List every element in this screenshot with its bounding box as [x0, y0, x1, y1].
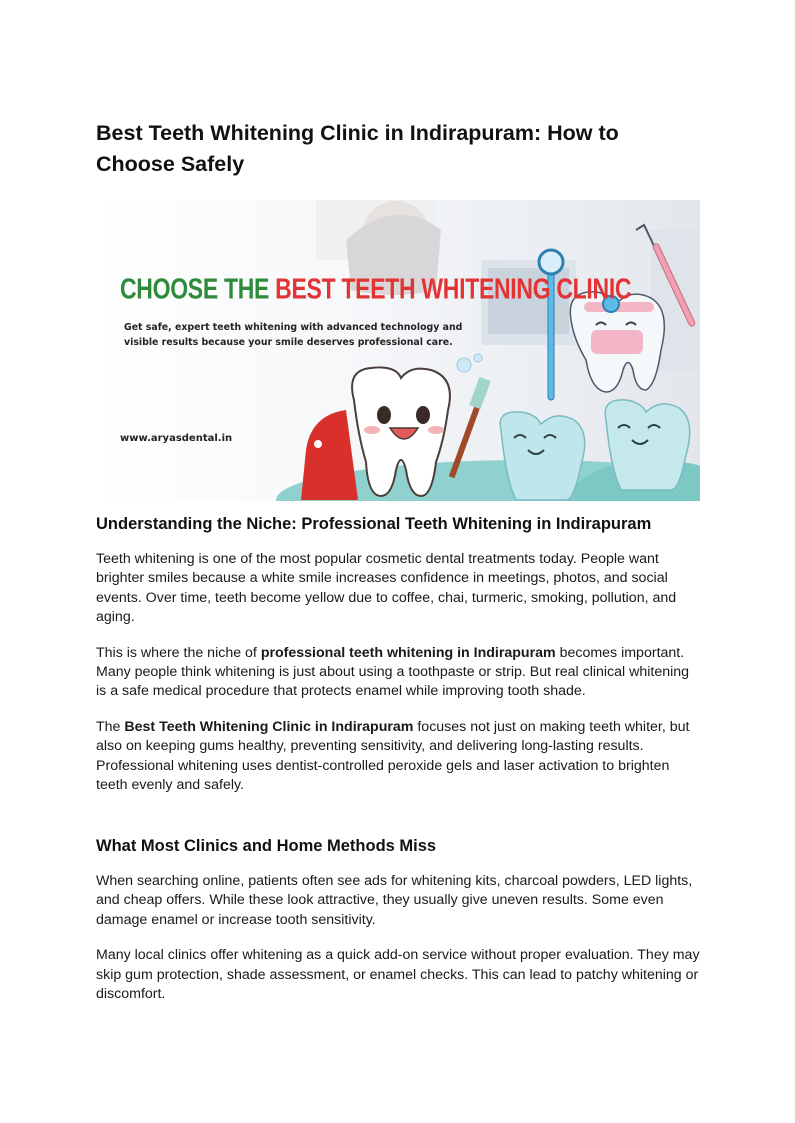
- banner-url: www.aryasdental.in: [120, 433, 233, 444]
- section-understanding-niche: [96, 513, 700, 795]
- section-heading: Understanding the Niche: Professional Teeth Whitening in Indirapuram: [96, 515, 652, 533]
- section-heading: What Most Clinics and Home Methods Miss: [96, 837, 437, 855]
- paragraph: [96, 644, 700, 702]
- paragraph: Teeth whitening is one of the most popular cosmetic dental treatments today. People want brighter smiles because a white smile increases confidence in meetings, photos, and social events. Over time, teeth become yellow due to coffee, chai, turmeric, smoking, pollution, and aging.: [96, 551, 677, 626]
- bold-keyword: Best Teeth Whitening Clinic in Indirapuram: [124, 718, 414, 735]
- paragraph: [96, 718, 700, 796]
- paragraph: Many local clinics offer whitening as a quick add-on service without proper evaluation. They may skip gum protection, shade assessment, or enamel checks. This can lead to patchy whitening or discomfort.: [96, 947, 700, 1003]
- banner-headline: [120, 272, 631, 306]
- banner-subtext: Get safe, expert teeth whitening with advanced technology and visible results because your smile deserves professional care.: [124, 322, 463, 348]
- banner-headline-part1: CHOOSE THE: [120, 272, 276, 305]
- paragraph-text: becomes important. Many people think whitening is just about using a toothpaste or strip. But real clinical whitening is a safe medical procedure that protects enamel while improving tooth shade.: [96, 644, 690, 700]
- paragraph-text: This is where the niche of: [96, 644, 261, 661]
- paragraph-text: The: [96, 718, 125, 735]
- document-page: [96, 118, 700, 501]
- banner-image: [96, 200, 700, 501]
- banner-illustration: [96, 200, 700, 501]
- section-what-clinics-miss: [96, 835, 700, 1004]
- paragraph: When searching online, patients often see ads for whitening kits, charcoal powders, LED lights, and cheap offers. While these look attractive, they usually give uneven results. Some even damage enamel or increase tooth sensitivity.: [96, 873, 693, 928]
- bold-keyword: professional teeth whitening in Indirapuram: [260, 644, 556, 661]
- page-title: Best Teeth Whitening Clinic in Indirapuram: How to Choose Safely: [96, 121, 619, 176]
- banner-headline-part2: BEST TEETH WHITENING CLINIC: [275, 272, 632, 305]
- paragraph-text: focuses not just on making teeth whiter, but also on keeping gums healthy, preventing sensitivity, and delivering long-lasting results. Professional whitening uses dentist-controlled peroxide gels and laser activation to brighten teeth evenly and safely.: [96, 718, 690, 794]
